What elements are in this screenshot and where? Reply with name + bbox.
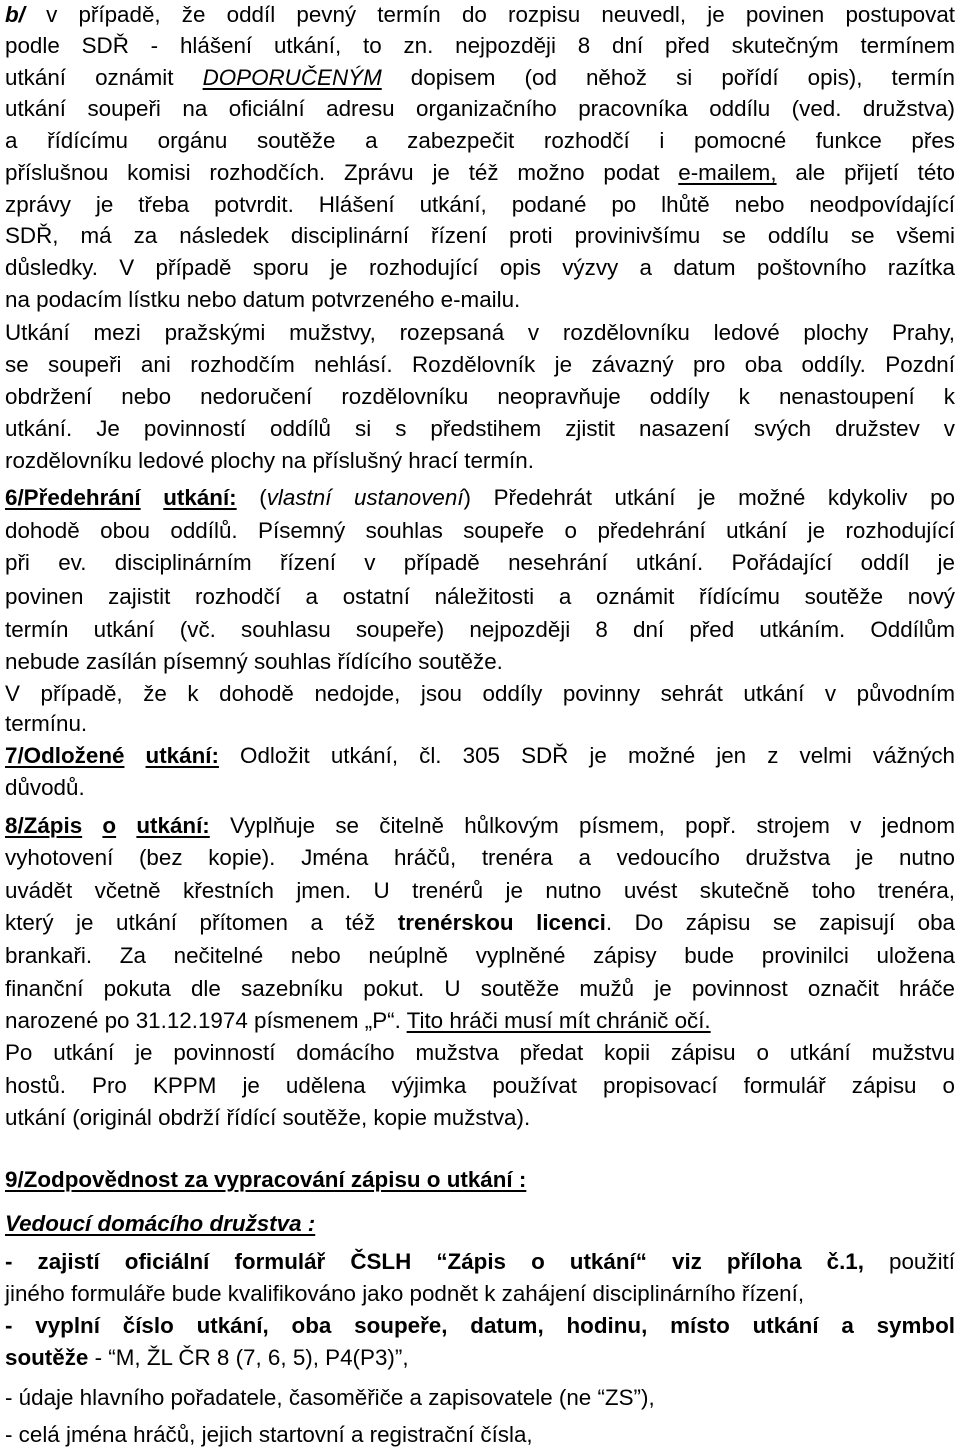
text-run: dohodě obou oddílů. Písemný souhlas soupeře o předehrání utkání je rozhodující: [5, 518, 955, 543]
text-run: ) Předehrát utkání je možné kdykoliv po: [463, 485, 955, 510]
paragraph-line: [5, 1038, 955, 1068]
section-7-heading: 7/Odložené: [5, 743, 125, 768]
paragraph-line: [5, 516, 955, 546]
trenerska-licence: trenérskou licenci: [397, 910, 606, 935]
paragraph-line: [5, 974, 955, 1004]
text-run: Vyplňuje se čitelně hůlkovým písmem, popř. strojem v jednom: [209, 813, 955, 838]
subheading-line: [5, 1209, 955, 1239]
section-8-line: [5, 811, 955, 841]
paragraph-line: [5, 647, 955, 677]
home-team-manager-heading: Vedoucí domácího družstva :: [5, 1211, 316, 1236]
section-7-line: [5, 741, 955, 771]
paragraph-line: [5, 382, 955, 412]
paragraph-line: [5, 31, 955, 61]
space: [141, 485, 164, 510]
list-item-bold: - zajistí oficiální formulář ČSLH “Zápis o utkání“ viz příloha č.1,: [5, 1249, 864, 1274]
paragraph-line: [5, 318, 955, 348]
paragraph-line: [5, 190, 955, 220]
text-run: utkání (originál obdrží řídící soutěže, kopie mužstva).: [5, 1105, 531, 1130]
paragraph-line: [5, 615, 955, 645]
paragraph-line: [5, 414, 955, 444]
section-9-heading: 9/Zodpovědnost za vypracování zápisu o utkání :: [5, 1167, 527, 1192]
text-run: Odložit utkání, čl. 305 SDŘ je možné jen z velmi vážných: [218, 743, 955, 768]
text-run: utkání oznámit: [5, 65, 203, 90]
paragraph-line: [5, 253, 955, 283]
text-run: V případě, že k dohodě nedojde, jsou oddíly povinny sehrát utkání v původním: [5, 681, 955, 706]
space: [116, 813, 136, 838]
text-run: jiného formuláře bude kvalifikováno jako podnět k zahájení disciplinárního řízení,: [5, 1281, 805, 1306]
text-run: obdržení nebo nedoručení rozdělovníku neopravňuje oddíly k nenastoupení k: [5, 384, 955, 409]
text-run: narozené po 31.12.1974 písmenem „P“.: [5, 1008, 407, 1033]
paragraph-line: [5, 709, 955, 739]
paragraph-line: [5, 158, 955, 188]
text-run: nebude zasílán písemný souhlas řídícího soutěže.: [5, 649, 503, 674]
text-run: uvádět včetně křestních jmen. U trenérů je nutno uvést skutečně toho trenéra,: [5, 878, 955, 903]
paragraph-line: [5, 843, 955, 873]
text-run: povinen zajistit rozhodčí a ostatní náležitosti a oznámit řídícímu soutěže nový: [5, 584, 955, 609]
space: [82, 813, 102, 838]
text-run: použití: [863, 1249, 955, 1274]
paragraph-line: [5, 446, 955, 476]
text-run: Po utkání je povinností domácího mužstva předat kopii zápisu o utkání mužstvu: [5, 1040, 955, 1065]
list-item-bold: - vyplní číslo utkání, oba soupeře, datum, hodinu, místo utkání a symbol: [5, 1313, 955, 1338]
text-run: - celá jména hráčů, jejich startovní a registrační čísla,: [5, 1422, 533, 1447]
text-run: důsledky. V případě sporu je rozhodující opis výzvy a datum poštovního razítka: [5, 255, 955, 280]
text-run: utkání. Je povinností oddílů si s předstihem zjistit nasazení svých družstev v: [5, 416, 955, 441]
list-item: [5, 1383, 955, 1413]
section-8-heading-utkani: utkání:: [136, 813, 210, 838]
paragraph-line: [5, 1006, 955, 1036]
paragraph-line: [5, 582, 955, 612]
list-item: [5, 1420, 955, 1450]
paragraph-line: [5, 941, 955, 971]
email-link[interactable]: e-mailem,: [678, 160, 777, 185]
text-run: SDŘ, má za následek disciplinární řízení proti provinivšímu se oddílu se všemi: [5, 223, 955, 248]
text-run: - údaje hlavního pořadatele, časoměřiče a zapisovatele (ne “ZS”),: [5, 1385, 655, 1410]
text-run: brankaři. Za nečitelné nebo neúplně vyplněné zápisy bude provinilci uložena: [5, 943, 955, 968]
text-run: finanční pokuta dle sazebníku pokut. U soutěže mužů je povinnost označit hráče: [5, 976, 955, 1001]
paragraph-line: [5, 63, 955, 93]
paragraph-line: [5, 221, 955, 251]
paragraph-line: [5, 908, 955, 938]
emphasis-doporuceny: DOPORUČENÝM: [202, 65, 382, 90]
text-run: příslušnou komisi rozhodčích. Zprávu je též možno podat: [5, 160, 679, 185]
text-run: podle SDŘ - hlášení utkání, to zn. nejpozději 8 dní před skutečným termínem: [5, 33, 955, 58]
text-run: - “M, ŽL ČR 8 (7, 6, 5), P4(P3)”,: [88, 1345, 409, 1370]
paragraph-line: [5, 1071, 955, 1101]
text-run: termínu.: [5, 711, 88, 736]
list-item-continuation: [5, 1343, 955, 1373]
section-6-heading-utkani: utkání:: [163, 485, 237, 510]
text-run: Utkání mezi pražskými mužstvy, rozepsaná v rozdělovníku ledové plochy Prahy,: [5, 320, 955, 345]
list-item-continuation: [5, 1279, 955, 1309]
text-run: ale přijetí této: [776, 160, 955, 185]
text-run: dopisem (od něhož si pořídí opis), termín: [381, 65, 955, 90]
text-run: v případě, že oddíl pevný termín do rozpisu neuvedl, je povinen postupovat: [24, 2, 955, 27]
space: [124, 743, 145, 768]
text-run: se soupeři ani rozhodčím nehlásí. Rozdělovník je závazný pro oba oddíly. Pozdní: [5, 352, 955, 377]
section-9-line: [5, 1165, 955, 1195]
text-run: (: [236, 485, 267, 510]
paragraph-line: [5, 679, 955, 709]
paragraph-line: [5, 285, 955, 315]
text-run: důvodů.: [5, 775, 85, 800]
paragraph-line: [5, 126, 955, 156]
text-run: utkání soupeři na oficiální adresu organizačního pracovníka oddílu (ved. družstva): [5, 96, 955, 121]
text-run: vyhotovení (bez kopie). Jména hráčů, trenéra a vedoucího družstva je nutno: [5, 845, 955, 870]
text-run: rozdělovníku ledové plochy na příslušný hrací termín.: [5, 448, 534, 473]
paragraph-line: [5, 773, 955, 803]
text-run: na podacím lístku nebo datum potvrzeného e-mailu.: [5, 287, 521, 312]
list-item-bold: soutěže: [5, 1345, 89, 1370]
text-run: a řídícímu orgánu soutěže a zabezpečit rozhodčí i pomocné funkce přes: [5, 128, 955, 153]
text-run: zprávy je třeba potvrdit. Hlášení utkání, podané po lhůtě nebo neodpovídající: [5, 192, 955, 217]
section-8-heading: 8/Zápis: [5, 813, 83, 838]
vlastni-ustanoveni-note: vlastní ustanovení: [266, 485, 464, 510]
text-run: termín utkání (vč. souhlasu soupeře) nejpozději 8 dní před utkáním. Oddílům: [5, 617, 955, 642]
text-run: při ev. disciplinárním řízení v případě nesehrání utkání. Pořádající oddíl je: [5, 550, 955, 575]
text-run: který je utkání přítomen a též: [5, 910, 398, 935]
paragraph-line: [5, 350, 955, 380]
list-item: [5, 1247, 955, 1277]
paragraph-line: [5, 0, 955, 30]
paragraph-line: [5, 94, 955, 124]
list-item: [5, 1311, 955, 1341]
section-6-heading: 6/Předehrání: [5, 485, 141, 510]
eye-protection-note: Tito hráči musí mít chránič očí.: [406, 1008, 711, 1033]
paragraph-line: [5, 548, 955, 578]
paragraph-line: [5, 1103, 955, 1133]
text-run: hostů. Pro KPPM je udělena výjimka používat propisovací formulář zápisu o: [5, 1073, 955, 1098]
item-b-label: b/: [5, 2, 25, 27]
section-7-heading-utkani: utkání:: [145, 743, 219, 768]
section-6-line: [5, 483, 955, 513]
paragraph-line: [5, 876, 955, 906]
text-run: . Do zápisu se zapisují oba: [605, 910, 955, 935]
section-8-heading-o: o: [102, 813, 117, 838]
